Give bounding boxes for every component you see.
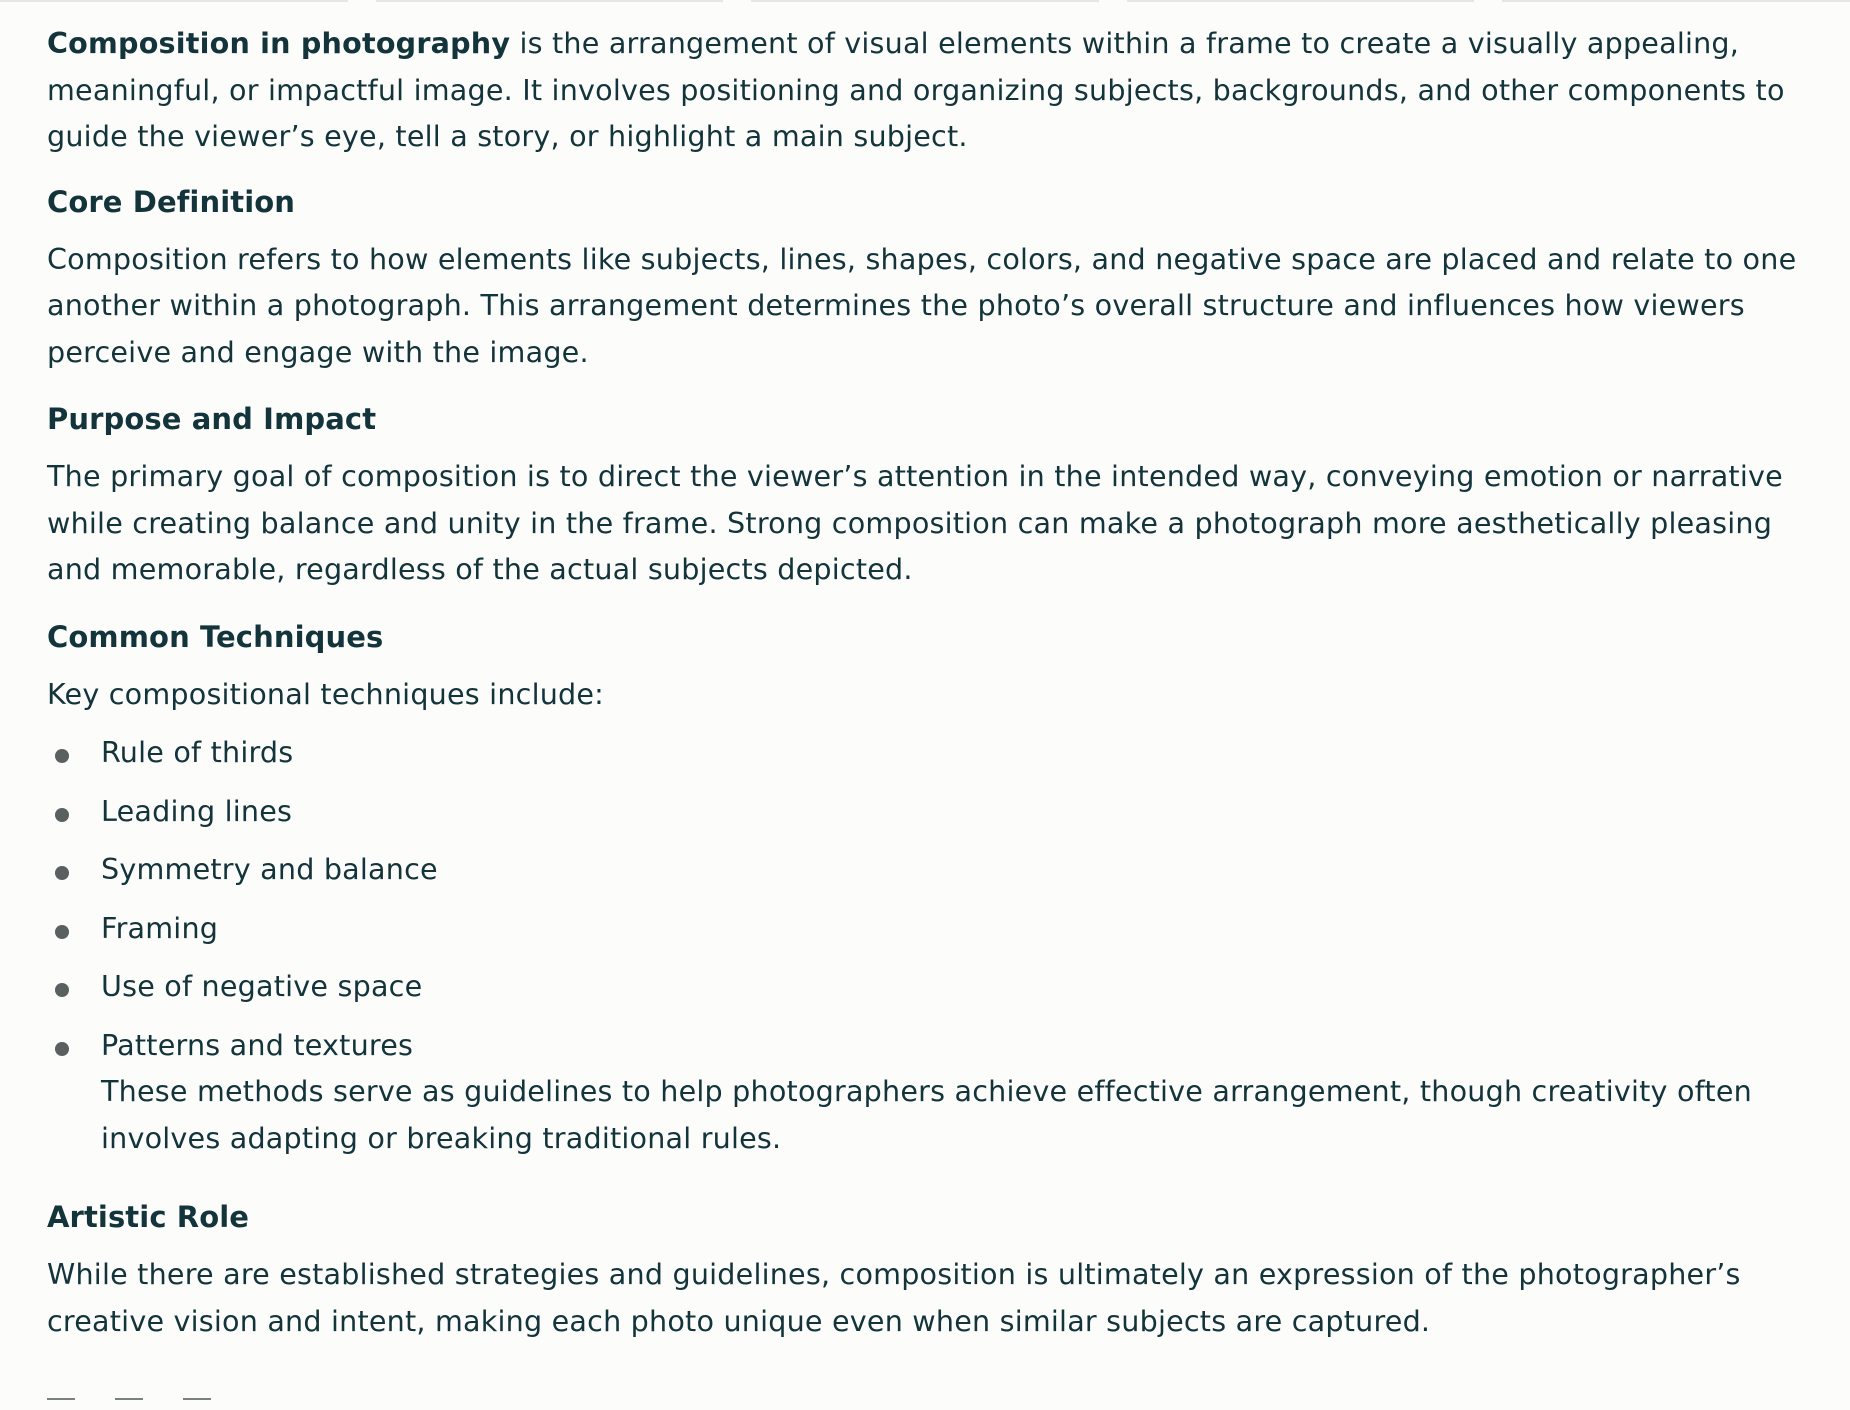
rewrite-icon[interactable] xyxy=(183,1398,211,1410)
answer-content xyxy=(47,20,1827,1344)
list-item xyxy=(47,963,1827,1010)
techniques-lead: Key compositional techniques include: xyxy=(47,676,605,711)
list-item-text: Rule of thirds xyxy=(101,735,294,769)
list-item xyxy=(47,788,1827,835)
list-item-text: Leading lines xyxy=(101,793,293,828)
section-heading-common-techniques: Common Techniques xyxy=(47,619,384,654)
list-item xyxy=(47,905,1827,952)
section-heading-purpose-impact: Purpose and Impact xyxy=(47,402,377,436)
list-item-text: Symmetry and balance xyxy=(101,852,438,886)
section-body-artistic-role: While there are established strategies and guidelines, composition is ultimately an expression of the photographer’s creative vision and intent, making each photo unique even when similar subjects are captured. xyxy=(47,1257,1741,1338)
bullet-icon xyxy=(55,866,69,880)
bullet-icon xyxy=(55,983,69,997)
techniques-note: These methods serve as guidelines to help photographers achieve effective arrangement, though creativity often involves adapting or breaking traditional rules. xyxy=(101,1074,1752,1155)
section-heading-core-definition: Core Definition xyxy=(47,184,296,219)
intro-paragraph xyxy=(47,20,1827,160)
answer-actions-toolbar xyxy=(47,1398,211,1410)
techniques-list xyxy=(47,729,1827,1068)
bullet-icon xyxy=(55,808,69,822)
top-divider xyxy=(0,0,1850,3)
list-item-text: Framing xyxy=(101,910,219,945)
list-item-text: Patterns and textures xyxy=(101,1027,414,1062)
share-icon[interactable] xyxy=(47,1398,75,1410)
bullet-icon xyxy=(55,925,69,939)
intro-text: is the arrangement of visual elements within a frame to create a visually appealing, meaningful, or impactful image. It involves positioning and organizing subjects, backgrounds, and other components to guide the viewer’s eye, tell a story, or highlight a main subject. xyxy=(47,26,1785,153)
section-heading-artistic-role: Artistic Role xyxy=(47,1200,250,1234)
list-item xyxy=(47,1022,1827,1069)
section-body-purpose-impact: The primary goal of composition is to direct the viewer’s attention in the intended way, conveying emotion or narrative while creating balance and unity in the frame. Strong composition can make a photograph more aesthetically pleasing and memorable, regardless of the actual subjects depicted. xyxy=(47,459,1783,586)
list-item xyxy=(47,846,1827,893)
list-item-text: Use of negative space xyxy=(101,969,423,1003)
list-item xyxy=(47,729,1827,776)
bullet-icon xyxy=(55,1042,69,1056)
export-icon[interactable] xyxy=(115,1398,143,1410)
bullet-icon xyxy=(55,749,69,763)
section-body-core-definition: Composition refers to how elements like subjects, lines, shapes, colors, and negative space are placed and relate to one another within a photograph. This arrangement determines the photo’s overall structure and influences how viewers perceive and engage with the image. xyxy=(47,241,1797,369)
intro-term: Composition in photography xyxy=(47,26,511,60)
